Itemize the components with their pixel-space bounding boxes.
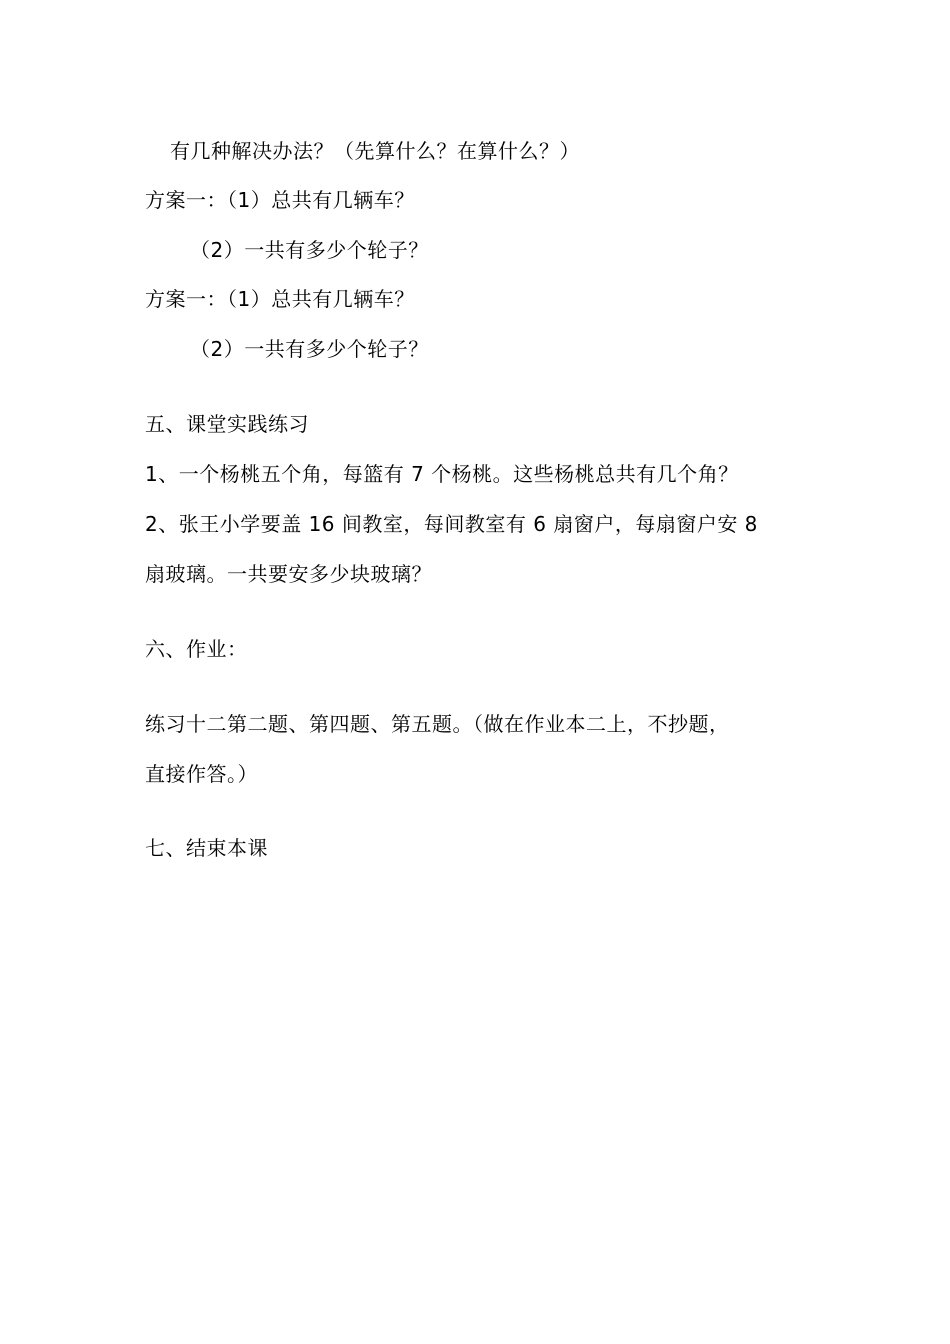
section-heading-homework: 六、作业： [145,637,248,661]
question-intro: 有几种解决办法？（先算什么？在算什么？） [170,139,580,163]
homework-line-two: 直接作答。） [145,762,258,786]
section-heading-practice: 五、课堂实践练习 [145,412,309,436]
exercise-two-line-two: 扇玻璃。一共要安多少块玻璃？ [145,562,432,586]
exercise-one: 1、一个杨桃五个角，每篮有 7 个杨桃。这些杨桃总共有几个角？ [145,462,739,486]
exercise-two-line-one: 2、张王小学要盖 16 间教室，每间教室有 6 扇窗户，每扇窗户安 8 [145,512,758,536]
plan-two-step-one: 方案一：（1）总共有几辆车？ [145,287,415,311]
plan-one-step-two: （2）一共有多少个轮子？ [190,238,429,262]
section-heading-closing: 七、结束本课 [145,836,268,860]
plan-two-step-two: （2）一共有多少个轮子？ [190,337,429,361]
plan-one-step-one: 方案一：（1）总共有几辆车？ [145,188,415,212]
homework-line-one: 练习十二第二题、第四题、第五题。（做在作业本二上，不抄题， [145,712,730,736]
